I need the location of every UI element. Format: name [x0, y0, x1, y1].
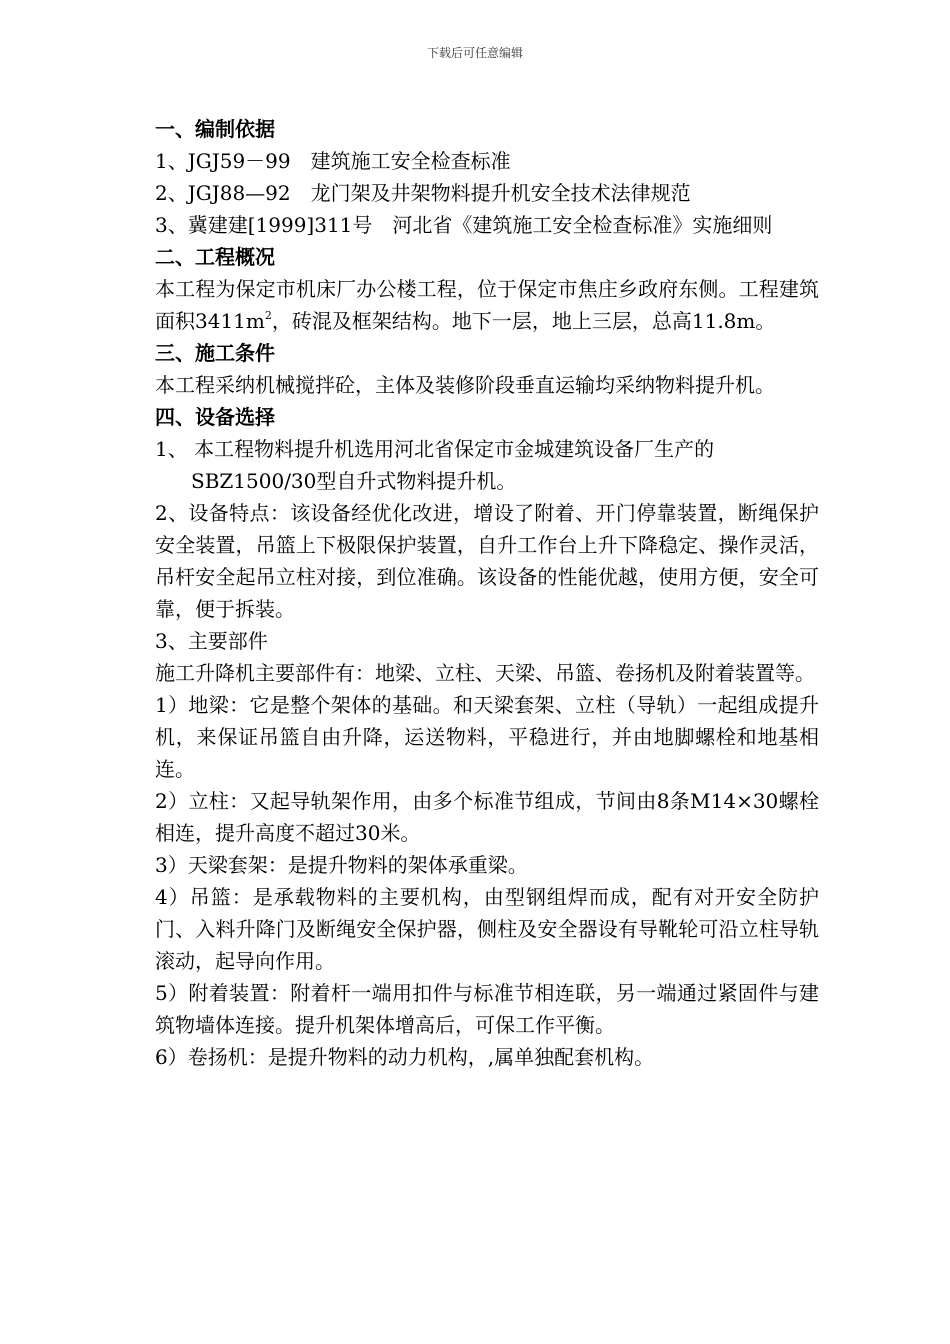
part-top-beam: 3）天梁套架：是提升物料的架体承重梁。	[155, 853, 528, 877]
conditions-paragraph: 本工程采纳机械搅拌砼，主体及装修阶段垂直运输均采纳物料提升机。	[155, 373, 775, 397]
equipment-item-3: 3、主要部件	[155, 629, 268, 653]
overview-paragraph	[155, 273, 819, 337]
document-body	[155, 113, 819, 1073]
header-note: 下载后可任意编辑	[426, 46, 523, 60]
section-heading-basis: 一、编制依据	[155, 117, 275, 141]
main-parts-intro: 施工升降机主要部件有：地梁、立柱、天梁、吊篮、卷扬机及附着装置等。	[155, 661, 815, 685]
part-ground-beam: 1）地梁：它是整个架体的基础。和天梁套架、立柱（导轨）一起组成提升机，来保证吊篮自由升降，运送物料，平稳进行，并由地脚螺栓和地基相连。	[155, 693, 819, 781]
section-heading-equipment: 四、设备选择	[155, 405, 275, 429]
equipment-item-1: 1、 本工程物料提升机选用河北省保定市金城建筑设备厂生产的	[155, 437, 715, 461]
equipment-item-2: 2、设备特点：该设备经优化改进，增设了附着、开门停靠装置，断绳保护安全装置，吊篮上下极限保护装置，自升工作台上升下降稳定、操作灵活，吊杆安全起吊立柱对接，到位准确。该设备的性能优越，使用方便，安全可靠，便于拆装。	[155, 501, 819, 621]
overview-text-tail: ，砖混及框架结构。地下一层，地上三层，总高11.8m。	[271, 309, 776, 333]
overview-text: 本工程为保定市机床厂办公楼工程，位于保定市焦庄乡政府东侧。工程建筑面积3411m	[155, 277, 819, 333]
basis-item-3: 3、冀建建[1999]311号 河北省《建筑施工安全检查标准》实施细则	[155, 213, 773, 237]
part-column: 2）立柱：又起导轨架作用，由多个标准节组成，节间由8条M14×30螺栓相连，提升高度不超过30米。	[155, 789, 819, 845]
part-attachment: 5）附着装置：附着杆一端用扣件与标准节相连联，另一端通过紧固件与建筑物墙体连接。提升机架体增高后，可保工作平衡。	[155, 981, 819, 1037]
section-heading-conditions: 三、施工条件	[155, 341, 275, 365]
basis-item-1: 1、JGJ59－99 建筑施工安全检查标准	[155, 149, 511, 173]
part-winch: 6）卷扬机：是提升物料的动力机构，,属单独配套机构。	[155, 1045, 655, 1069]
equipment-item-1-model: SBZ1500/30型自升式物料提升机。	[191, 469, 517, 493]
part-cage: 4）吊篮：是承载物料的主要机构，由型钢组焊而成，配有对开安全防护门、入料升降门及断绳安全保护器，侧柱及安全器设有导靴轮可沿立柱导轨滚动，起导向作用。	[155, 885, 819, 973]
area-unit-superscript: 2	[264, 309, 272, 322]
basis-item-2: 2、JGJ88—92 龙门架及井架物料提升机安全技术法律规范	[155, 181, 691, 205]
section-heading-overview: 二、工程概况	[155, 245, 275, 269]
